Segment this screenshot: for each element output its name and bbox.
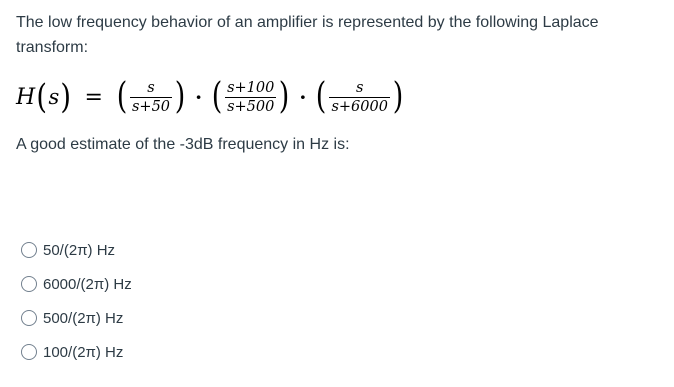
term-1-numerator: s: [147, 79, 155, 96]
term-1-fraction: [130, 80, 172, 115]
answer-option-label[interactable]: 50/(2π) Hz: [43, 241, 116, 259]
answer-option-label[interactable]: 100/(2π) Hz: [43, 343, 124, 361]
radio-button-icon[interactable]: [21, 344, 37, 360]
answer-option[interactable]: [21, 238, 132, 262]
multiply-dot-1: ·: [195, 85, 203, 109]
answer-options: [21, 238, 132, 374]
formula-open-paren: (: [36, 77, 48, 117]
term-1-close-paren: ): [174, 76, 186, 117]
formula-function-name: H: [16, 84, 36, 110]
term-2-denominator: s+500: [227, 98, 275, 115]
term-2-close-paren: ): [279, 76, 290, 117]
term-3-close-paren: ): [392, 76, 404, 117]
term-1-open-paren: (: [116, 76, 128, 117]
formula-equals: =: [84, 84, 103, 110]
question-text: The low frequency behavior of an amplifier is represented by the following Laplace transform:: [16, 14, 599, 56]
multiply-dot-2: ·: [299, 85, 307, 109]
formula-close-paren: ): [60, 77, 72, 117]
term-1-denominator: s+50: [131, 98, 171, 115]
radio-button-icon[interactable]: [21, 310, 37, 326]
term-2-fraction: [225, 80, 276, 115]
formula-variable: s: [48, 85, 60, 109]
term-3-open-paren: (: [316, 76, 327, 117]
term-2-open-paren: (: [211, 76, 223, 117]
term-3-fraction: [329, 80, 390, 115]
answer-option[interactable]: [21, 306, 132, 330]
answer-option-label[interactable]: 500/(2π) Hz: [43, 309, 124, 327]
answer-option[interactable]: [21, 340, 132, 364]
radio-button-icon[interactable]: [21, 242, 37, 258]
question-prompt: A good estimate of the -3dB frequency in Hz is:: [16, 136, 350, 153]
transfer-function-formula: [16, 74, 405, 120]
term-2-numerator: s+100: [227, 79, 275, 96]
answer-option-label[interactable]: 6000/(2π) Hz: [43, 275, 132, 293]
term-3-denominator: s+6000: [331, 98, 388, 115]
answer-option[interactable]: [21, 272, 132, 296]
term-3-numerator: s: [355, 79, 364, 96]
radio-button-icon[interactable]: [21, 276, 37, 292]
